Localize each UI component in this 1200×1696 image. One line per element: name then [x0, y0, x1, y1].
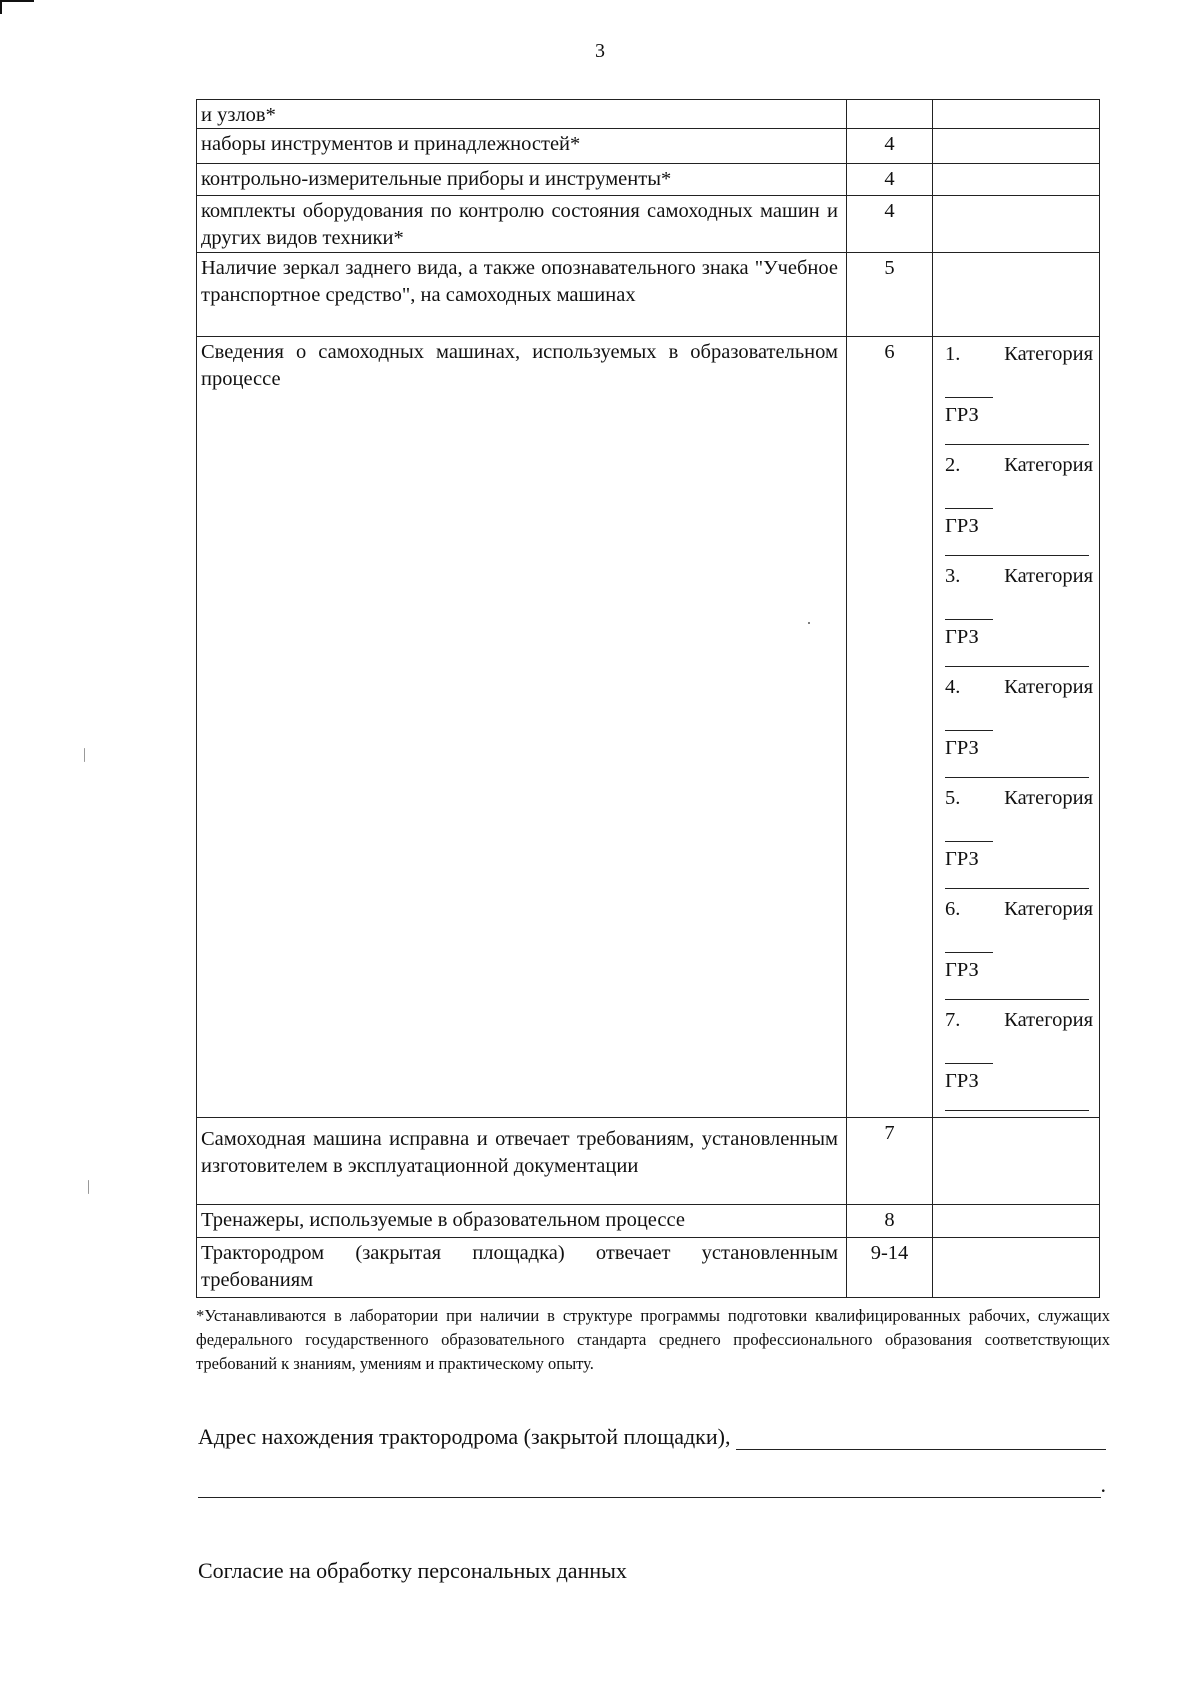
row-number	[847, 100, 933, 128]
category-fill-line	[945, 952, 993, 953]
grz-label: ГРЗ	[945, 848, 979, 870]
grz-fill-line	[945, 999, 1089, 1000]
category-label: Категория	[1004, 343, 1093, 365]
table-row	[196, 1205, 1100, 1238]
address-end-mark: .	[1100, 1472, 1106, 1497]
category-label: Категория	[1004, 787, 1093, 809]
consent-heading: Согласие на обработку персональных данных	[198, 1558, 627, 1583]
requirements-table	[196, 99, 1100, 1298]
table-row	[196, 129, 1100, 164]
grz-label: ГРЗ	[945, 737, 979, 759]
category-label: Категория	[1004, 454, 1093, 476]
category-entry	[945, 452, 1093, 563]
address-fill-line-2	[198, 1477, 1101, 1498]
address-fill-line	[736, 1429, 1106, 1450]
category-label: Категория	[1004, 565, 1093, 587]
scan-speck	[84, 748, 85, 762]
table-row	[196, 1238, 1100, 1298]
category-label: Категория	[1004, 676, 1093, 698]
scan-corner-mark-vertical	[0, 0, 2, 14]
category-number: 1.	[945, 343, 961, 365]
row-notes	[933, 1205, 1099, 1237]
scan-speck	[808, 622, 810, 624]
grz-label: ГРЗ	[945, 404, 979, 426]
table-row	[196, 253, 1100, 337]
row-text: Сведения о самоходных машинах, используемых в образовательном процессе	[197, 337, 847, 1117]
grz-label: ГРЗ	[945, 959, 979, 981]
grz-label: ГРЗ	[945, 1070, 979, 1092]
table-row	[196, 337, 1100, 1118]
category-fill-line	[945, 619, 993, 620]
row-notes	[933, 164, 1099, 195]
grz-fill-line	[945, 1110, 1089, 1111]
category-entry	[945, 785, 1093, 896]
category-number: 6.	[945, 898, 961, 920]
vehicle-categories	[933, 337, 1099, 1117]
scan-speck	[88, 1180, 89, 1194]
grz-label: ГРЗ	[945, 626, 979, 648]
row-number: 4	[847, 196, 933, 252]
address-section	[198, 1424, 1106, 1450]
row-number: 9-14	[847, 1238, 933, 1297]
category-fill-line	[945, 508, 993, 509]
row-number: 8	[847, 1205, 933, 1237]
row-text: Трактородром (закрытая площадка) отвечает установленным требованиям	[197, 1238, 847, 1297]
category-number: 2.	[945, 454, 961, 476]
row-text: Самоходная машина исправна и отвечает требованиям, установленным изготовителем в эксплуатационной документации	[197, 1118, 847, 1204]
table-row	[196, 1118, 1100, 1205]
category-number: 4.	[945, 676, 961, 698]
row-text: Наличие зеркал заднего вида, а также опознавательного знака "Учебное транспортное средство", на самоходных машинах	[197, 253, 847, 336]
row-notes	[933, 1118, 1099, 1204]
row-notes	[933, 100, 1099, 128]
category-fill-line	[945, 841, 993, 842]
category-entry	[945, 896, 1093, 1007]
row-text: Тренажеры, используемые в образовательном процессе	[197, 1205, 847, 1237]
category-entry	[945, 1007, 1093, 1118]
page-number: 3	[595, 40, 605, 62]
address-continuation	[198, 1472, 1106, 1498]
row-text: наборы инструментов и принадлежностей*	[197, 129, 847, 163]
category-entry	[945, 674, 1093, 785]
grz-fill-line	[945, 555, 1089, 556]
table-row	[196, 196, 1100, 253]
grz-fill-line	[945, 666, 1089, 667]
row-text: комплекты оборудования по контролю состояния самоходных машин и других видов техники*	[197, 196, 847, 252]
grz-fill-line	[945, 777, 1089, 778]
address-label: Адрес нахождения трактородрома (закрытой площадки),	[198, 1424, 731, 1449]
grz-fill-line	[945, 444, 1089, 445]
table-row	[196, 99, 1100, 129]
category-label: Категория	[1004, 1009, 1093, 1031]
row-number: 6	[847, 337, 933, 1117]
category-fill-line	[945, 397, 993, 398]
row-text: контрольно-измерительные приборы и инструменты*	[197, 164, 847, 195]
category-number: 7.	[945, 1009, 961, 1031]
grz-fill-line	[945, 888, 1089, 889]
row-number: 4	[847, 164, 933, 195]
grz-label: ГРЗ	[945, 515, 979, 537]
row-number: 7	[847, 1118, 933, 1204]
category-entry	[945, 563, 1093, 674]
row-notes	[933, 253, 1099, 336]
category-fill-line	[945, 1063, 993, 1064]
row-text: и узлов*	[197, 100, 847, 128]
scan-corner-mark	[0, 0, 34, 2]
category-entry	[945, 341, 1093, 452]
footnote: *Устанавливаются в лаборатории при наличии в структуре программы подготовки квалифицированных рабочих, служащих федерального государственного образовательного стандарта среднего профессионального образования соответствующих требований к знаниям, умениям и практическому опыту.	[196, 1306, 1110, 1373]
row-notes	[933, 1238, 1099, 1297]
category-number: 3.	[945, 565, 961, 587]
table-row	[196, 164, 1100, 196]
category-label: Категория	[1004, 898, 1093, 920]
category-fill-line	[945, 730, 993, 731]
row-notes	[933, 196, 1099, 252]
row-number: 4	[847, 129, 933, 163]
row-number: 5	[847, 253, 933, 336]
category-number: 5.	[945, 787, 961, 809]
row-notes	[933, 129, 1099, 163]
